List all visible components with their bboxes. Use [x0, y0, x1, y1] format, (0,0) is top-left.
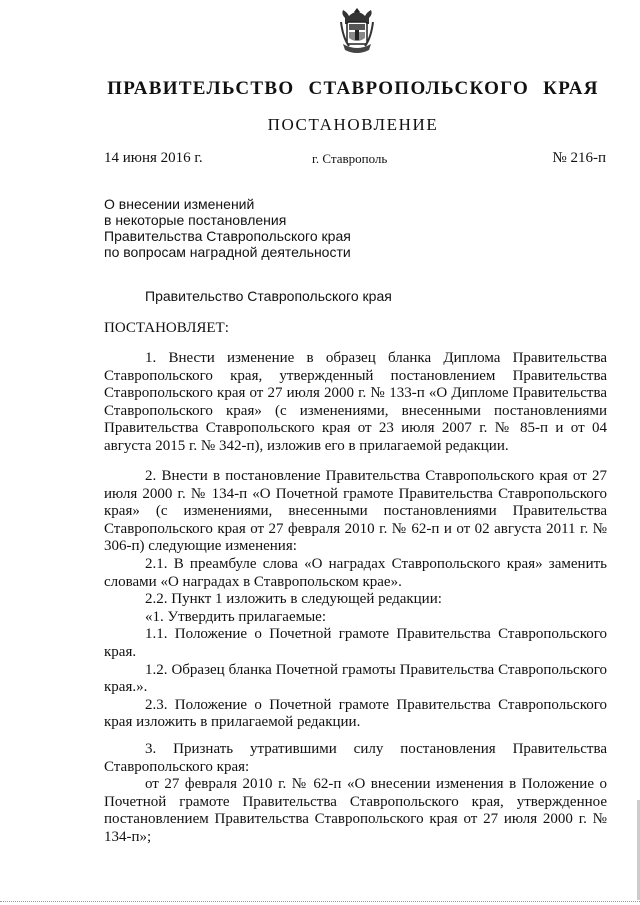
document-type: ПОСТАНОВЛЕНИЕ: [267, 115, 439, 134]
preamble-decree: ПОСТАНОВЛЯЕТ:: [104, 320, 229, 336]
preamble-actor: Правительство Ставропольского края: [145, 288, 392, 304]
document-subject: [104, 196, 351, 260]
document-date: 14 июня 2016 г.: [104, 150, 203, 166]
document-number: № 216-п: [552, 150, 606, 166]
paragraph-2-2-quote: «1. Утвердить прилагаемые:: [145, 608, 326, 625]
paragraph-2-3: 2.3. Положение о Почетной грамоте Правительства Ставропольского края изложить в прилагаемой редакции.: [104, 696, 607, 731]
paragraph-2-2: 2.2. Пункт 1 изложить в следующей редакции:: [145, 591, 442, 608]
paragraph-3: 3. Признать утратившими силу постановления Правительства Ставропольского края:: [104, 741, 607, 775]
paragraph-1-block: [104, 350, 607, 456]
subject-line: О внесении изменений: [104, 196, 255, 212]
document-city: г. Ставрополь: [312, 151, 388, 166]
paragraph-2-1: 2.1. В преамбуле слова «О наградах Ставропольского края» заменить словами «О наградах в Ставропольском крае».: [104, 555, 607, 590]
paragraph-2-2-item-2: 1.2. Образец бланка Почетной грамоты Правительства Ставропольского края.».: [104, 661, 607, 696]
subject-line: в некоторые постановления: [104, 212, 287, 228]
paragraph-2-2-item-1: 1.1. Положение о Почетной грамоте Правительства Ставропольского края.: [104, 626, 607, 660]
page-bottom-edge: [0, 898, 640, 902]
coat-of-arms-icon: [339, 6, 375, 56]
paragraph-2-block: [104, 468, 607, 732]
subject-line: по вопросам наградной деятельности: [104, 244, 351, 260]
paragraph-2: 2. Внести в постановление Правительства Ставропольского края от 27 июля 2000 г. № 134-п «О Почетной грамоте Правительства Ставропольского края» (с изменениями, внесенными постановлениями Правительства Ставропольского края от 27 февраля 2010 г. № 62-п и от 02 августа 2011 г. № 306-п) следующие изменения:: [104, 468, 607, 555]
government-title: ПРАВИТЕЛЬСТВО СТАВРОПОЛЬСКОГО КРАЯ: [107, 78, 599, 99]
paragraph-3-1: от 27 февраля 2010 г. № 62-п «О внесении изменения в Положение о Почетной грамоте Правительства Ставропольского края, утвержденное постановлением Правительства Ставропольского края от 27 июля 2000 г. № 134-п»;: [104, 776, 607, 845]
paragraph-1: 1. Внести изменение в образец бланка Диплома Правительства Ставропольского края, утвержденный постановлением Правительства Ставропольского края от 27 июля 2000 г. № 133-п «О Дипломе Правительства Ставропольского края» (с изменениями, внесенными постановлениями Правительства Ставропольского края от 23 июля 2007 г. № 85-п и от 04 августа 2015 г. № 342-п), изложив его в прилагаемой редакции.: [104, 350, 607, 454]
paragraph-3-block: [104, 741, 607, 847]
subject-line: Правительства Ставропольского края: [104, 228, 351, 244]
